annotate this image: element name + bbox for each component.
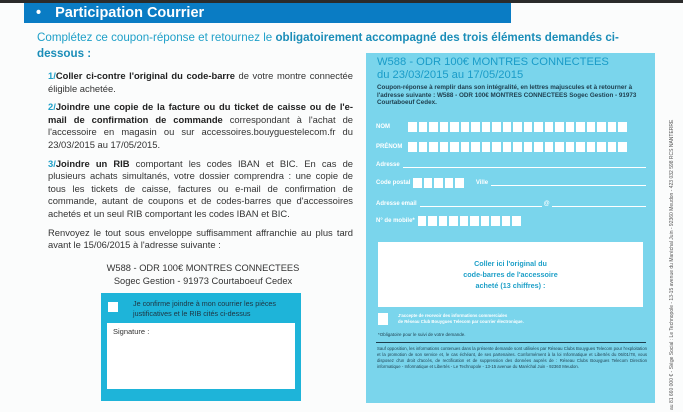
char-box[interactable] [408,142,417,152]
barcode-text-3: acheté (13 chiffres) : [475,281,546,290]
char-box[interactable] [566,142,575,152]
char-box[interactable] [445,178,454,188]
barcode-text-2: code-barres de l'accessoire [463,270,558,279]
char-box[interactable] [434,178,443,188]
char-box[interactable] [470,216,479,226]
adresse-input[interactable] [403,167,646,168]
nom-label: NOM [376,124,390,130]
char-box[interactable] [419,142,428,152]
adresse-label: Adresse [376,162,400,168]
char-box[interactable] [587,142,596,152]
char-box[interactable] [424,178,433,188]
char-box[interactable] [555,122,564,132]
char-box[interactable] [555,142,564,152]
email-domain-input[interactable] [552,206,646,207]
mailing-address [98,262,308,288]
nom-row [376,122,627,132]
step-text: de votre montre connectée éligible achetée. [48,70,353,94]
ville-label: Ville [475,180,489,186]
step-text: comportant les codes IBAN et BIC. En cas de plusieurs achats simultanés, votre dossier comprendra : une copie de tous les tickets de caisse, factures ou e-mail de confirmation de commande, autant de coupons et de codes-barres que d'accessoires achetés et un seul RIB comportant les codes IBAN et BIC. [48,157,353,219]
adresse-row [376,162,646,168]
optin-row [378,313,524,325]
optin-line-2: de Réseau Club Bouygues Telecom par courrier électronique. [398,318,524,324]
char-box[interactable] [513,142,522,152]
char-box[interactable] [608,122,617,132]
char-box[interactable] [492,122,501,132]
address-line-2: Sogec Gestion - 91973 Courtaboeuf Cedex [113,276,293,286]
char-box[interactable] [439,216,448,226]
bullet-icon: • [36,5,42,21]
coupon-title-line-2: du 23/03/2015 au 17/05/2015 [377,68,524,81]
char-box[interactable] [491,216,500,226]
step-number: 1/ [48,70,56,81]
cp-ville-row [376,178,646,188]
section-title: Participation Courrier [55,5,205,21]
email-user-input[interactable] [420,206,542,207]
step-1 [48,70,353,95]
char-box[interactable] [534,122,543,132]
char-box[interactable] [481,216,490,226]
char-box[interactable] [618,142,627,152]
char-box[interactable] [576,122,585,132]
char-box[interactable] [449,216,458,226]
char-box[interactable] [482,142,491,152]
char-box[interactable] [566,122,575,132]
code-postal-input[interactable] [413,178,464,188]
char-box[interactable] [419,122,428,132]
char-box[interactable] [502,216,511,226]
char-box[interactable] [461,122,470,132]
section-header [24,3,511,23]
mandatory-note: *Obligatoire pour le suivi de votre demande. [378,332,466,337]
char-box[interactable] [524,122,533,132]
step-bold: Coller ci-contre l'original du code-barre [55,70,235,81]
char-box[interactable] [440,142,449,152]
char-box[interactable] [608,142,617,152]
optin-line-1: J'accepte de recevoir des informations commerciales [398,313,508,318]
char-box[interactable] [492,142,501,152]
step-3 [48,158,353,221]
send-back-text: Renvoyez le tout sous enveloppe suffisamment affranchie au plus tard avant le 15/06/2015 à l'adresse suivante : [48,226,353,251]
ville-input[interactable] [491,185,646,186]
email-row [376,201,646,207]
confirm-checkbox[interactable] [108,302,118,312]
coupon-title [377,56,609,81]
char-box[interactable] [513,122,522,132]
step-bold: Joindre un RIB [55,157,130,169]
char-box[interactable] [587,122,596,132]
mobile-label: N° de mobile* [376,218,415,224]
intro-plain: Complétez ce coupon-réponse et retournez le [37,31,276,44]
char-box[interactable] [597,122,606,132]
char-box[interactable] [455,178,464,188]
mobile-row [376,216,521,226]
email-label: Adresse email [376,201,417,207]
char-box[interactable] [503,122,512,132]
step-number: 2/ [48,101,56,113]
char-box[interactable] [576,142,585,152]
signature-label: Signature : [113,327,150,336]
char-box[interactable] [460,216,469,226]
barcode-text-1: Coller ici l'original du [474,259,547,268]
barcode-paste-area [378,242,643,307]
nom-input[interactable] [408,122,627,132]
char-box[interactable] [503,142,512,152]
char-box[interactable] [450,122,459,132]
step-number: 3/ [48,157,56,169]
at-sign: @ [543,201,550,207]
vertical-legal-text: au 81 660 000 € - Siège Social : Le Technopole - 13-15 avenue du Maréchal Juin - 92360 Meudon - 423 032 598 RCS NANTERRE [669,119,675,410]
prenom-label: PRÉNOM [376,144,403,150]
code-postal-label: Code postal [376,180,411,186]
char-box[interactable] [471,142,480,152]
instructions-column [48,70,353,252]
char-box[interactable] [450,142,459,152]
confirm-box [101,293,301,401]
prenom-input[interactable] [408,142,627,152]
char-box[interactable] [534,142,543,152]
char-box[interactable] [429,142,438,152]
char-box[interactable] [413,178,422,188]
coupon-title-line-1: W588 - ODR 100€ MONTRES CONNECTEES [377,56,609,68]
step-bold: Joindre une copie de la facture ou du ticket de caisse ou de l'e-mail de confirmation de commande [48,101,353,125]
intro-bold: obligatoirement accompagné des trois éléments demandés ci-dessous : [37,31,619,60]
char-box[interactable] [461,142,470,152]
coupon-instructions: Coupon-réponse à remplir dans son intégralité, en lettres majuscules et à retourner à l'adresse suivante : W588 - ODR 100€ MONTRES CONNECTEES Sogec Gestion - 91973 Courtaboeuf Cedex. [377,84,637,107]
mobile-input[interactable] [418,216,521,226]
char-box[interactable] [408,122,417,132]
step-2 [48,101,353,151]
char-box[interactable] [440,122,449,132]
char-box[interactable] [524,142,533,152]
char-box[interactable] [418,216,427,226]
char-box[interactable] [512,216,521,226]
char-box[interactable] [618,122,627,132]
optin-label [398,313,524,325]
optin-checkbox[interactable] [378,313,388,325]
address-line-1: W588 - ODR 100€ MONTRES CONNECTEES [106,263,300,273]
char-box[interactable] [545,142,554,152]
char-box[interactable] [597,142,606,152]
char-box[interactable] [428,216,437,226]
divider [376,342,646,343]
prenom-row [376,142,627,152]
char-box[interactable] [545,122,554,132]
char-box[interactable] [471,122,480,132]
char-box[interactable] [482,122,491,132]
signature-field[interactable] [107,323,295,389]
confirm-label: Je confirme joindre à mon courrier les pièces justificatives et le RIB cités ci-dessus [133,299,277,318]
legal-notice: Sauf opposition, les informations contenues dans la présente demande sont utilisées par Réseau Clubs Bouygues Telecom pour l'exploitation et la promotion de son service et, le cas échéant, de ses partenaires. Conformément à la loi Informatique et Libertés du 06/01/78, vous disposez d'un droit d'accès, de rectification et de suppression des données auprès de : Réseau Clubs Bouygues Telecom Direction informatique - Informatique et Libertés - Le Technopole - 13-15 avenue du Maréchal Juin - 92360 Meudon. [377,346,647,369]
coupon-form [366,53,655,403]
step-text: correspondant à l'achat de l'accessoire en magasin ou sur accessoires.bouyguestelecom.fr du 23/03/2015 au 17/05/2015. [48,113,353,150]
char-box[interactable] [429,122,438,132]
